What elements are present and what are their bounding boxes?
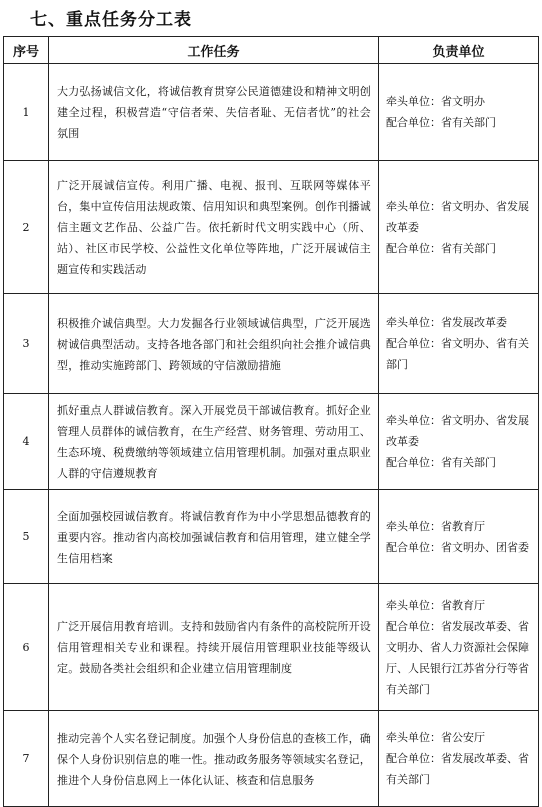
task-text: 推动完善个人实名登记制度。加强个人身份信息的查核工作，确保个人身份识别信息的唯一性。推动政务服务等领域实名登记，推进个人身份信息网上一体化认证、核查和信息服务 xyxy=(49,711,379,807)
lead-unit: 牵头单位：省教育厅 xyxy=(386,598,485,612)
table-row xyxy=(4,584,539,711)
header-unit: 负责单位 xyxy=(379,37,539,64)
header-no: 序号 xyxy=(4,37,49,64)
coop-unit: 配合单位：省有关部门 xyxy=(386,456,496,469)
task-text: 大力弘扬诚信文化，将诚信教育贯穿公民道德建设和精神文明创建全过程，积极营造“守信者荣、失信者耻、无信者忧”的社会氛围 xyxy=(49,64,379,161)
task-text: 广泛开展信用教育培训。支持和鼓励省内有条件的高校院所开设信用管理相关专业和课程。持续开展信用管理职业技能等级认定。鼓励各类社会组织和企业建立信用管理制度 xyxy=(49,584,379,711)
table-row xyxy=(4,711,539,807)
coop-unit: 配合单位：省文明办、省有关部门 xyxy=(386,337,529,371)
lead-unit: 牵头单位：省文明办、省发展改革委 xyxy=(386,414,529,448)
unit-cell xyxy=(379,711,539,807)
unit-cell xyxy=(379,161,539,294)
table-row xyxy=(4,394,539,490)
coop-unit: 配合单位：省有关部门 xyxy=(386,116,496,129)
lead-unit: 牵头单位：省教育厅 xyxy=(386,519,485,533)
task-division-table xyxy=(3,36,539,807)
table-header-row xyxy=(4,37,539,64)
lead-unit: 牵头单位：省发展改革委 xyxy=(386,316,507,329)
task-text: 积极推介诚信典型。大力发掘各行业领域诚信典型，广泛开展选树诚信典型活动。支持各地各部门和社会组织向社会推介诚信典型，推动实施跨部门、跨领域的守信激励措施 xyxy=(49,294,379,394)
lead-unit: 牵头单位：省文明办、省发展改革委 xyxy=(386,199,529,234)
unit-cell xyxy=(379,394,539,490)
row-number: 3 xyxy=(4,294,49,394)
header-task: 工作任务 xyxy=(49,37,379,64)
coop-unit: 配合单位：省文明办、团省委 xyxy=(386,540,529,554)
task-text: 广泛开展诚信宣传。利用广播、电视、报刊、互联网等媒体平台，集中宣传信用法规政策、信用知识和典型案例。创作刊播诚信主题文艺作品、公益广告。依托新时代文明实践中心（所、站）、社区市民学校、公益性文化单位等阵地，广泛开展诚信主题宣传和实践活动 xyxy=(49,161,379,294)
lead-unit: 牵头单位：省文明办 xyxy=(386,95,485,108)
table-row xyxy=(4,161,539,294)
lead-unit: 牵头单位：省公安厅 xyxy=(386,731,485,744)
table-row xyxy=(4,64,539,161)
task-text: 全面加强校园诚信教育。将诚信教育作为中小学思想品德教育的重要内容。推动省内高校加强诚信教育和信用管理，建立健全学生信用档案 xyxy=(49,490,379,584)
unit-cell xyxy=(379,584,539,711)
unit-cell xyxy=(379,294,539,394)
row-number: 4 xyxy=(4,394,49,490)
unit-cell xyxy=(379,490,539,584)
row-number: 7 xyxy=(4,711,49,807)
section-heading: 七、重点任务分工表 xyxy=(30,10,192,30)
row-number: 5 xyxy=(4,490,49,584)
table-row xyxy=(4,294,539,394)
unit-cell xyxy=(379,64,539,161)
row-number: 2 xyxy=(4,161,49,294)
task-text: 抓好重点人群诚信教育。深入开展党员干部诚信教育。抓好企业管理人员群体的诚信教育，在生产经营、财务管理、劳动用工、生态环境、税费缴纳等领域建立信用管理机制。加强对重点职业人群的守信遵规教育 xyxy=(49,394,379,490)
coop-unit: 配合单位：省有关部门 xyxy=(386,241,496,255)
coop-unit: 配合单位：省发展改革委、省文明办、省人力资源社会保障厅、人民银行江苏省分行等省有关部门 xyxy=(386,619,529,696)
table-row xyxy=(4,490,539,584)
row-number: 1 xyxy=(4,64,49,161)
coop-unit: 配合单位：省发展改革委、省有关部门 xyxy=(386,752,529,786)
row-number: 6 xyxy=(4,584,49,711)
